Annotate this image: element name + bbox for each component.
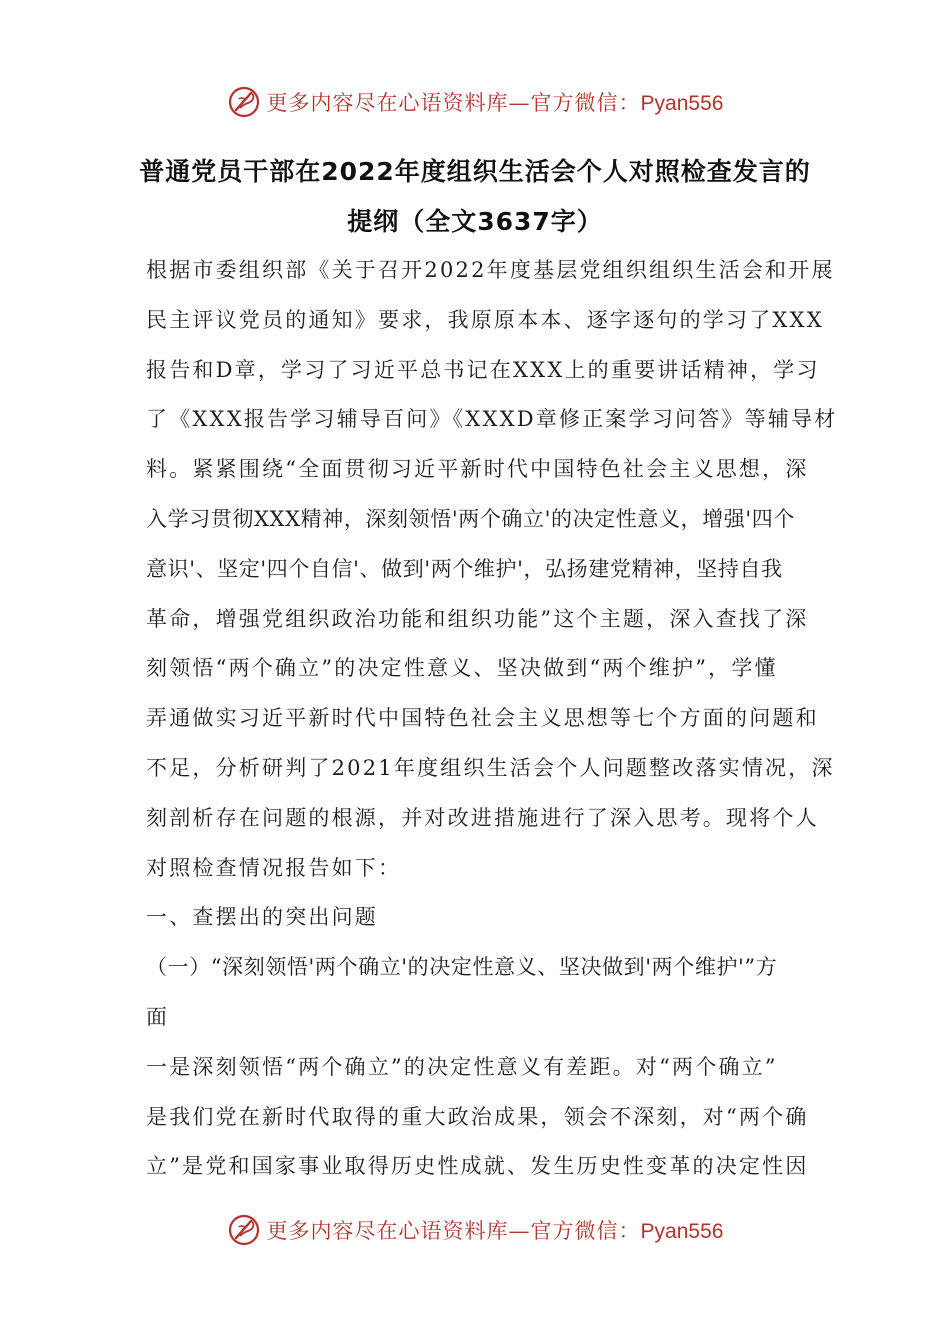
quill-logo-icon — [227, 85, 261, 119]
body-line: 是我们党在新时代取得的重大政治成果，领会不深刻，对“两个确 — [146, 1104, 809, 1129]
document-title-line-2: 提纲（全文3637字） — [347, 207, 603, 236]
body-line: 刻剖析存在问题的根源，并对改进措施进行了深入思考。现将个人 — [146, 805, 819, 830]
subsection-heading-cont: 面 — [146, 1004, 170, 1029]
body-line: 了《XXX报告学习辅导百问》《XXXD章修正案学习问答》等辅导材 — [146, 407, 838, 432]
watermark-text — [267, 1215, 724, 1245]
watermark-handle: Pyan556 — [640, 92, 724, 115]
watermark-handle: Pyan556 — [640, 1220, 724, 1243]
body-line: 不足，分析研判了2021年度组织生活会个人问题整改落实情况，深 — [146, 755, 835, 780]
body-line: 报告和D章，学习了习近平总书记在XXX上的重要讲话精神，学习 — [146, 357, 820, 382]
body-line: 立”是党和国家事业取得历史性成就、发生历史性变革的决定性因 — [146, 1154, 809, 1179]
body-line: 意识'、坚定'四个自信'、做到'两个维护'，弘扬建党精神，坚持自我 — [146, 556, 783, 581]
body-line: 一是深刻领悟“两个确立”的决定性意义有差距。对“两个确立” — [146, 1054, 778, 1079]
body-line: 入学习贯彻XXX精神，深刻领悟'两个确立'的决定性意义，增强'四个 — [146, 506, 795, 531]
watermark-header — [0, 82, 950, 122]
watermark-label: 更多内容尽在心语资料库—官方微信： — [266, 91, 641, 115]
body-line: 民主评议党员的通知》要求，我原原本本、逐字逐句的学习了XXX — [146, 307, 824, 332]
section-heading: 一、查摆出的突出问题 — [146, 905, 378, 930]
subsection-heading: （一）“深刻领悟'两个确立'的决定性意义、坚决做到'两个维护'”方 — [146, 955, 778, 980]
body-line: 弄通做实习近平新时代中国特色社会主义思想等七个方面的问题和 — [146, 706, 819, 731]
body-line: 刻领悟“两个确立”的决定性意义、坚决做到“两个维护”，学懂 — [146, 656, 778, 681]
watermark-text — [267, 87, 724, 117]
body-line: 料。紧紧围绕“全面贯彻习近平新时代中国特色社会主义思想，深 — [146, 457, 809, 482]
watermark-footer — [0, 1210, 950, 1250]
body-line: 对照检查情况报告如下： — [146, 855, 402, 880]
watermark-label: 更多内容尽在心语资料库—官方微信： — [266, 1219, 641, 1243]
document-body — [146, 252, 838, 1198]
body-line: 根据市委组织部《关于召开2022年度基层党组织组织生活会和开展 — [146, 258, 835, 282]
quill-logo-icon — [227, 1213, 261, 1247]
document-title-line-1: 普通党员干部在2022年度组织生活会个人对照检查发言的 — [139, 157, 811, 186]
body-line: 革命，增强党组织政治功能和组织功能”这个主题，深入查找了深 — [146, 606, 809, 631]
